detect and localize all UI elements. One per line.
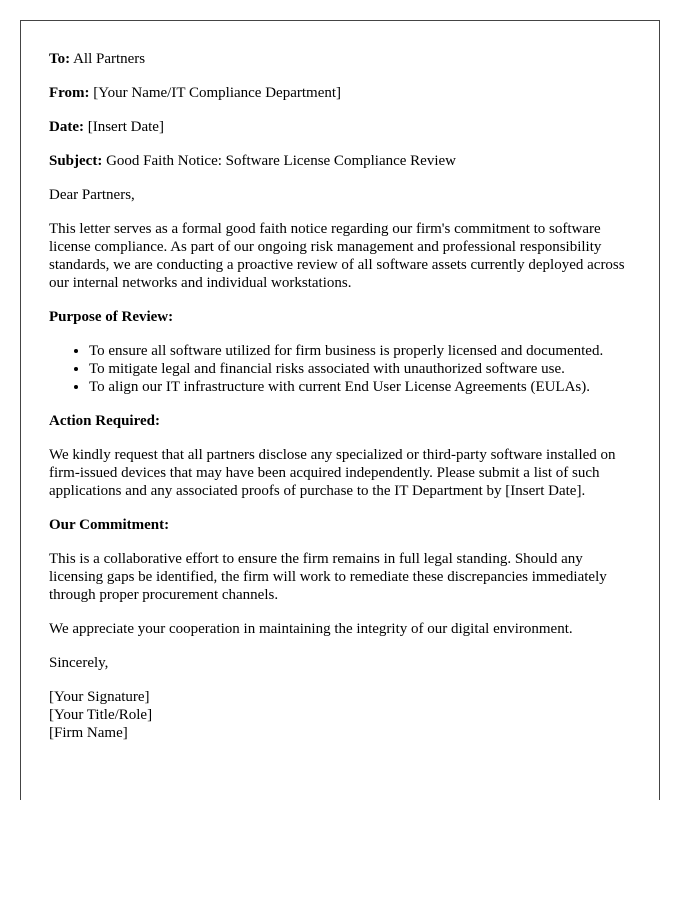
subject-label: Subject: [49,153,103,169]
date-label: Date: [49,119,84,135]
letter-page [20,20,660,800]
title-line: [Your Title/Role] [49,707,153,723]
action-heading: Action Required: [49,413,160,429]
subject-line [49,152,631,170]
list-item: • To ensure all software utilized for firm business is properly licensed and documented. [89,342,631,360]
to-label: To: [49,51,71,67]
firm-line: [Firm Name] [49,725,128,741]
list-item: • To align our IT infrastructure with current End User License Agreements (EULAs). [89,378,631,396]
date-line [49,118,631,136]
purpose-heading: Purpose of Review: [49,309,174,325]
commitment-paragraph: This is a collaborative effort to ensure the firm remains in full legal standing. Should any licensing gaps be identified, the firm will work to remediate these discrepancies immediately through proper procurement channels. [49,551,607,603]
from-label: From: [49,85,90,101]
purpose-list [49,342,631,396]
closing: Sincerely, [49,655,109,671]
commitment-heading: Our Commitment: [49,517,170,533]
salutation: Dear Partners, [49,187,135,203]
to-value: All Partners [73,51,146,67]
list-item: • To mitigate legal and financial risks associated with unauthorized software use. [89,360,631,378]
intro-paragraph: This letter serves as a formal good faith notice regarding our firm's commitment to software license compliance. As part of our ongoing risk management and professional responsibility standards, we are conducting a proactive review of all software assets currently deployed across our internal networks and individual workstations. [49,221,625,291]
from-line [49,84,631,102]
subject-value: Good Faith Notice: Software License Compliance Review [106,153,456,169]
signature-line: [Your Signature] [49,689,150,705]
signature-block [49,688,631,742]
date-value: [Insert Date] [87,119,164,135]
action-paragraph: We kindly request that all partners disclose any specialized or third-party software installed on firm-issued devices that may have been acquired independently. Please submit a list of such applications and any associated proofs of purchase to the IT Department by [Insert Date]. [49,447,616,499]
appreciation-paragraph: We appreciate your cooperation in maintaining the integrity of our digital environment. [49,621,573,637]
to-line [49,50,631,68]
from-value: [Your Name/IT Compliance Department] [93,85,342,101]
